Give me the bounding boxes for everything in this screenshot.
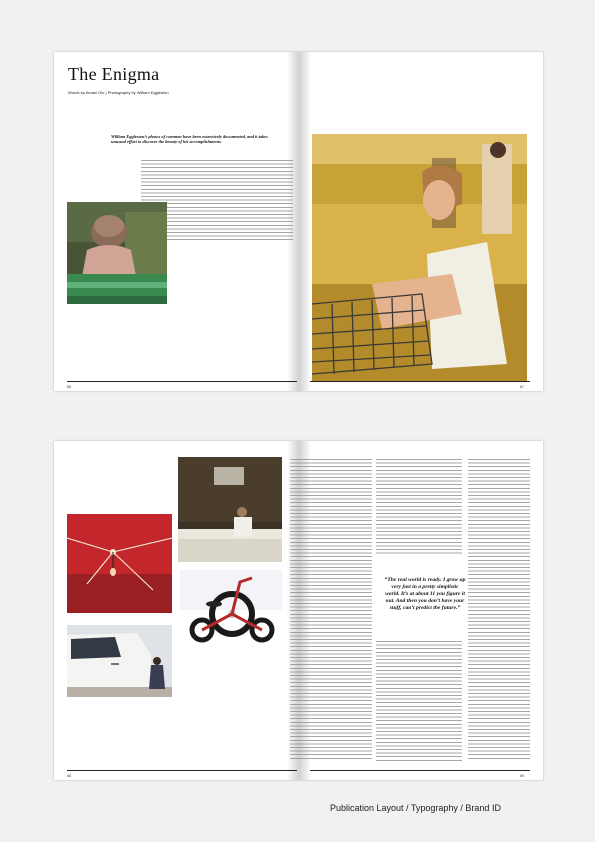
bottom-spread — [54, 441, 543, 780]
photo-tricycle-image — [180, 570, 282, 650]
footer-rule-left — [67, 381, 297, 382]
article-lead: William Eggleston’s photos of common have been extensively documented, and it takes unusual effort to discover the beauty of his accomplishments. — [111, 134, 268, 145]
photo-man-on-bed — [178, 457, 282, 562]
folio-left: 68 — [67, 774, 71, 778]
photo-car-and-woman — [67, 625, 172, 697]
body-text-column-3 — [468, 459, 530, 761]
folio-right: 67 — [520, 385, 524, 389]
article-credits: Words by Amani Olu | Photography by William Eggleston — [68, 90, 169, 95]
article-title: The Enigma — [68, 64, 160, 84]
photo-red-ceiling — [67, 514, 172, 613]
photo-red-ceiling-image — [67, 514, 172, 613]
footer-rule-left — [67, 770, 297, 771]
photo-boy-with-carts — [312, 134, 527, 381]
folio-right: 69 — [520, 774, 524, 778]
body-text-column-1 — [290, 459, 372, 761]
body-text-column-2 — [376, 459, 462, 555]
footer-rule-right — [310, 381, 530, 382]
portfolio-caption: Publication Layout / Typography / Brand ID — [330, 803, 501, 813]
photo-tricycle — [180, 570, 282, 650]
photo-car-and-woman-image — [67, 625, 172, 697]
folio-left: 66 — [67, 385, 71, 389]
photo-man-on-bed-image — [178, 457, 282, 562]
body-text-column-2b — [376, 641, 462, 761]
pull-quote: “The real world is ready. I grow up very fast in a pretty simplistic world. It’s at about 11 you figure it out. And then you don’t have your stuff, can’t predict the future.” — [384, 577, 466, 611]
footer-rule-right — [310, 770, 530, 771]
photo-woman-at-table — [67, 202, 167, 304]
top-spread — [54, 52, 543, 391]
photo-woman-at-table-image — [67, 202, 167, 304]
photo-boy-with-carts-image — [312, 134, 527, 381]
